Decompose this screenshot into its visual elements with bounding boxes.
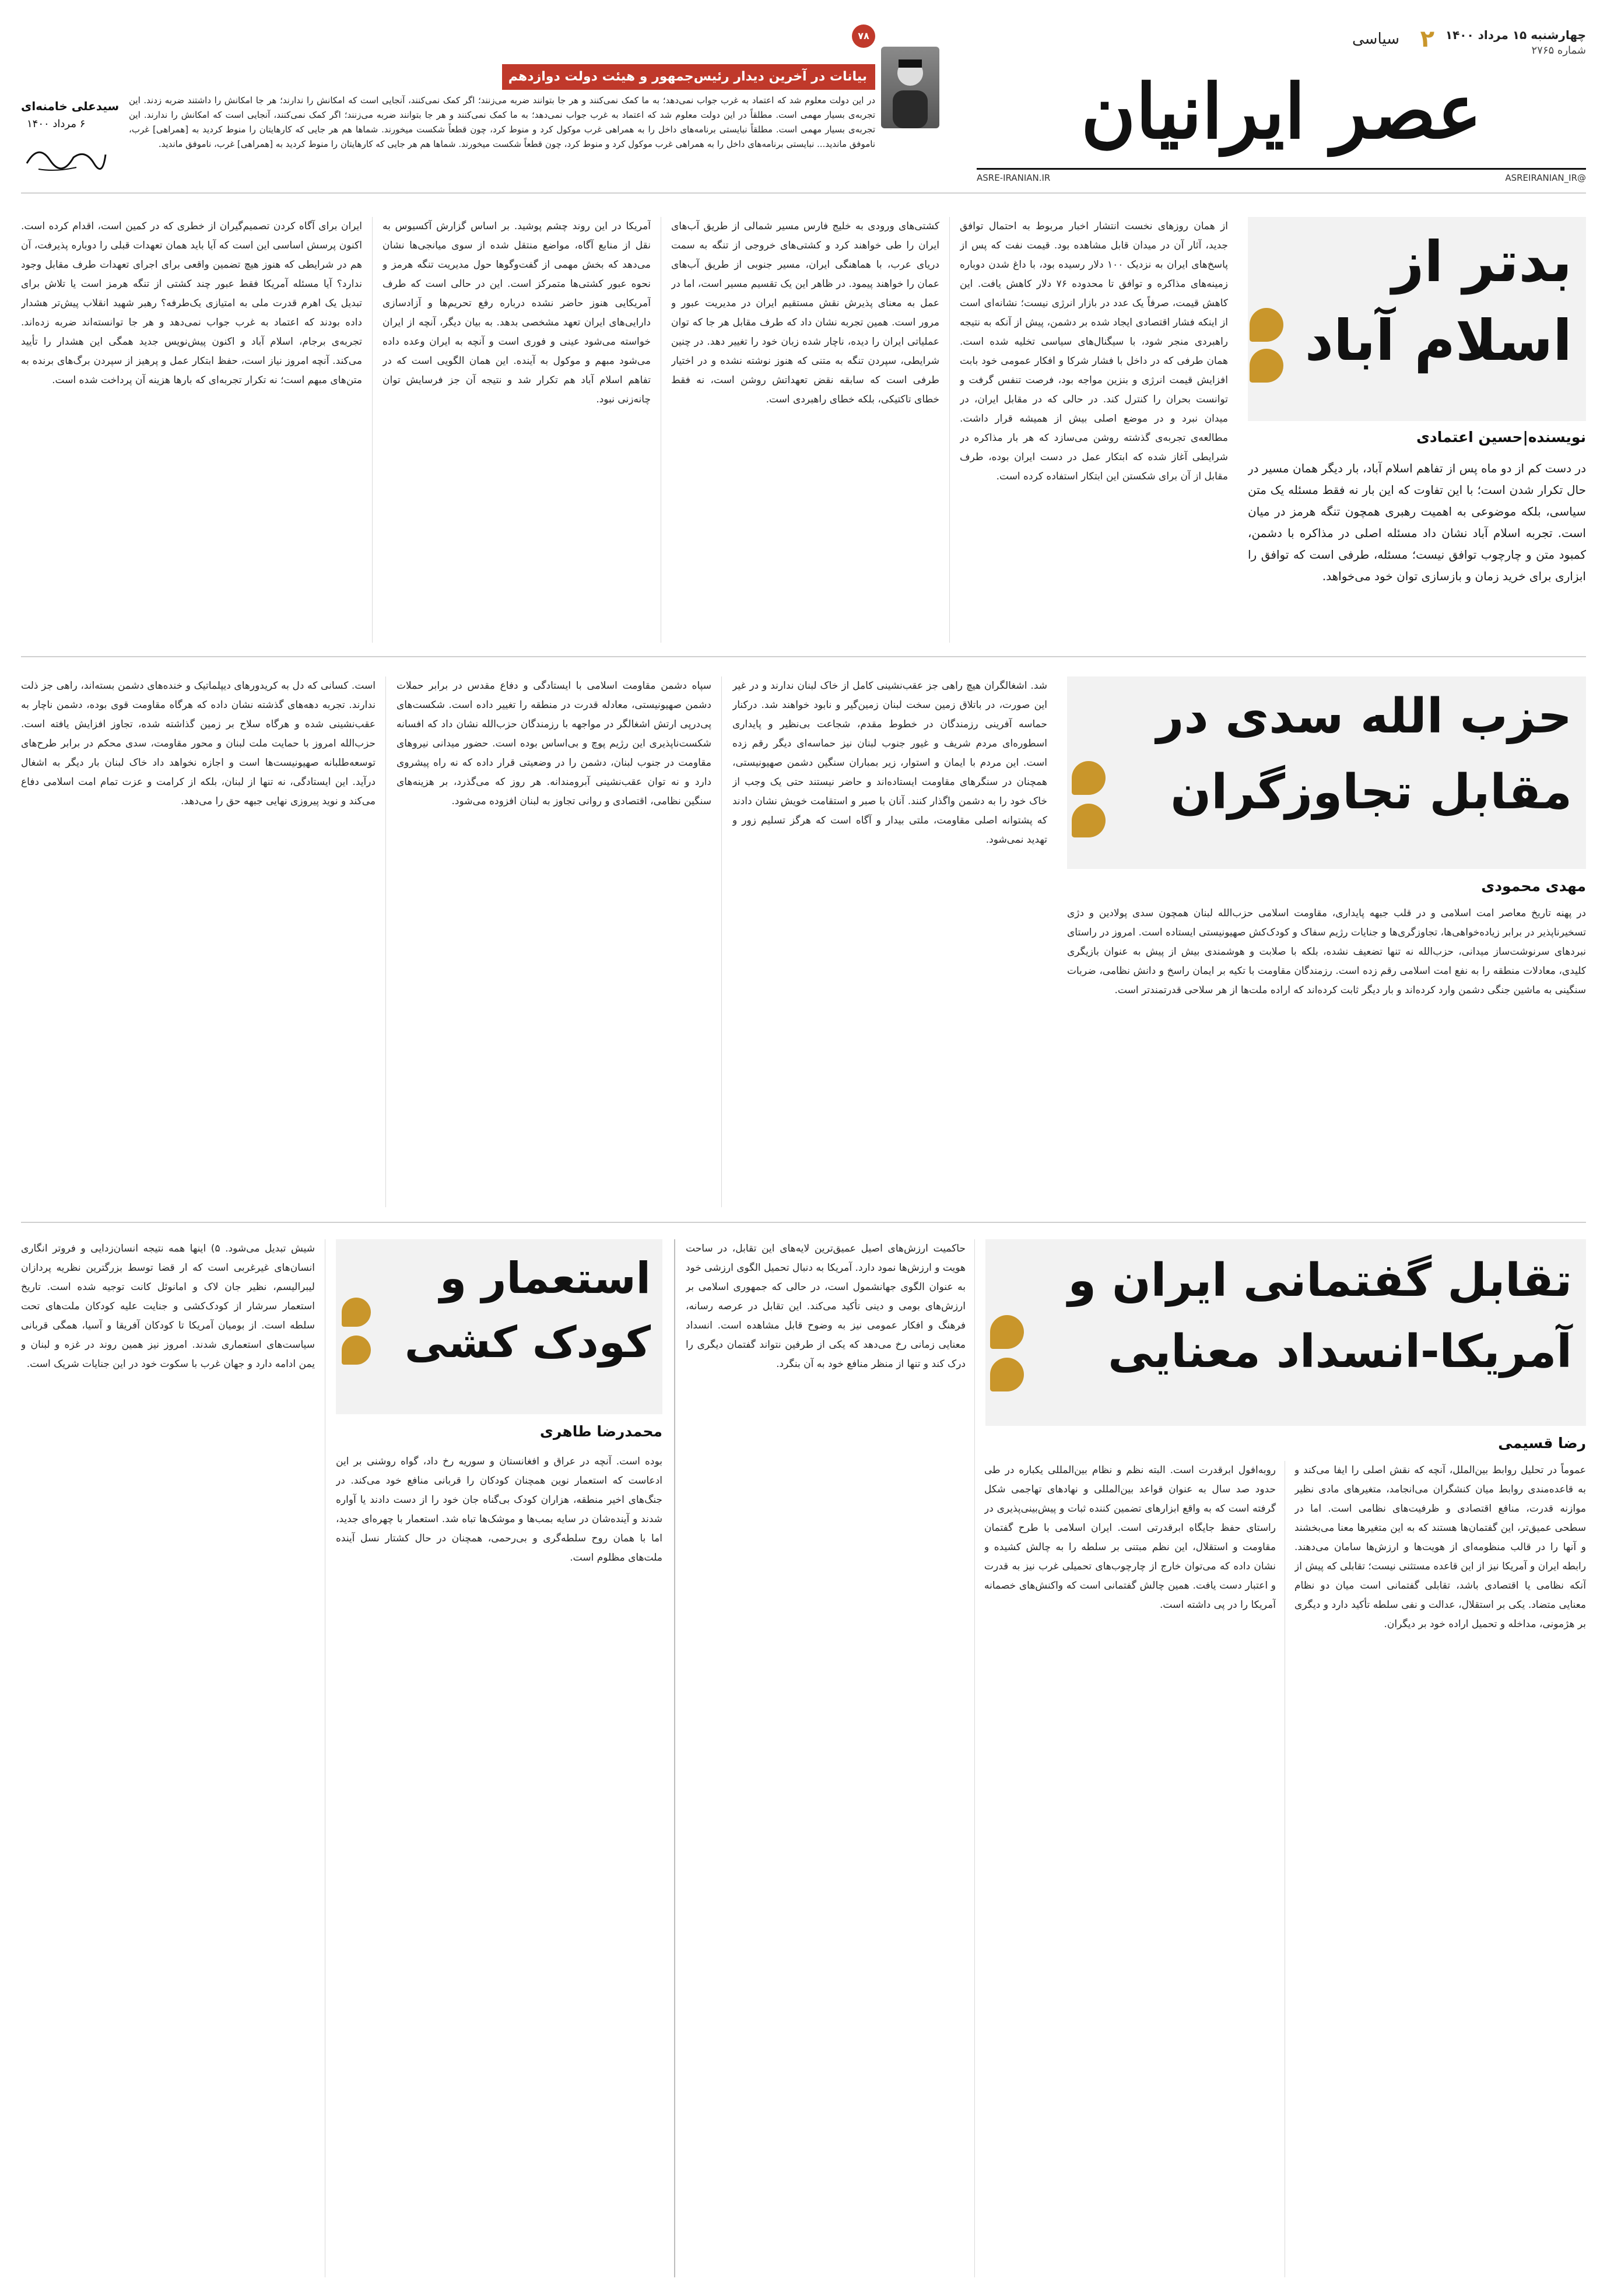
article3-author: رضا قسیمی xyxy=(1498,1435,1586,1452)
article2-title-line2: مقابل تجاوزگران xyxy=(1170,765,1572,820)
article2-column-3: است. کسانی که دل به کریدورهای دیپلماتیک و خنده‌های دشمن بسته‌اند، راهی جز ذلت ندارند. تجربه دهه‌های گذشته نشان داده که هرگاه مقاومت قوی بوده، دشمن ناچار به عقب‌نشینی شده و هرگاه سلاح بر زمین گذاشته شده، تجاوز افزایش یافته است. حزب‌الله امروز با حمایت ملت لبنان و محور مقاومت، سدی محکم در برابر طرح‌های توسعه‌طلبانه صهیونیست‌ها است و اجازه نخواهد داد خاک لبنان بار دیگر به اشغال درآید. این ایستادگی، نه تنها از لبنان، بلکه از کرامت و عزت تمام امت اسلامی دفاع می‌کند و نوید پیروزی نهایی جبهه حق را می‌دهد. xyxy=(21,680,376,807)
article3-column-2: روبه‌افول ابرقدرت است. البته نظم و نظام بین‌المللی یکباره در طی حدود صد سال به عنوان قواعد بین‌المللی و نهادهای تهاجمی شکل گرفته است که به واقع ابزارهای تضمین کننده ثبات و پیش‌بینی‌پذیری در راستای حفظ جایگاه ابرقدرتی است. ایران اسلامی با طرح گفتمان مقاومت و استقلال، این نظم مبتنی بر سلطه را به چالش کشیده و نشان داده که می‌توان خارج از چارچوب‌های تحمیلی غرب نیز به قدرت و اعتبار دست یافت. همین چالش گفتمانی است که واکنش‌های خصمانه آمریکا را در پی داشته است. xyxy=(984,1464,1276,1611)
quote-mark-icon xyxy=(1250,349,1283,383)
masthead-top-band xyxy=(977,17,1586,58)
article2-author: مهدی محمودی xyxy=(1481,878,1586,895)
quote-mark-icon xyxy=(1072,804,1106,837)
quote-mark-icon xyxy=(342,1298,371,1327)
logo-underline xyxy=(977,168,1586,170)
article2-title-line1: حزب الله سدی در xyxy=(1156,689,1572,744)
article2-column-2: سپاه دشمن مقاومت اسلامی با ایستادگی و دفاع مقدس در برابر حملات دشمن صهیونیستی، معادله قدرت در منطقه را تغییر داده است. شکست‌های پی‌درپی ارتش اشغالگر در مواجهه با رزمندگان حزب‌الله نشان داد که افسانه شکست‌ناپذیری این رژیم پوچ و بی‌اساس بوده است. حضور میدانی نیروهای مقاومت در جنوب لبنان، دشمن را در وضعیتی قرار داده که نه راه پیشروی دارد و نه توان عقب‌نشینی آبرومندانه. هر روز که می‌گذرد، بر هزینه‌های سنگین نظامی، اقتصادی و روانی تجاوز به لبنان افزوده می‌شود. xyxy=(397,680,711,807)
article4-title-line2: کودک کشی xyxy=(404,1317,651,1368)
article3-column-1: عموماً در تحلیل روابط بین‌الملل، آنچه که نقش اصلی را ایفا می‌کند و به قاعده‌مندی روابط میان کنشگران می‌انجامد، متغیرهای مادی نظیر موازنه قدرت، منافع اقتصادی و ظرفیت‌های نظامی است. اما در سطحی عمیق‌تر، این گفتمان‌ها هستند که به این متغیرها معنا می‌بخشند و آنها را در قالب منظومه‌ای از هویت‌ها و ارزش‌ها سامان می‌دهند. رابطه ایران و آمریکا نیز از این قاعده مستثنی نیست؛ تقابلی که پیش از آنکه نظامی یا اقتصادی باشد، تقابلی گفتمانی است میان دو نظام معنایی متضاد. یکی بر استقلال، عدالت و نفی سلطه تأکید دارد و دیگری بر هژمونی، مداخله و تحمیل اراده خود بر دیگران. xyxy=(1294,1464,1586,1630)
column-divider xyxy=(674,1239,675,2277)
quote-mark-icon xyxy=(990,1315,1024,1349)
article3-title-line2: آمریکا-انسداد معنایی xyxy=(1108,1326,1572,1378)
banner-body: در این دولت معلوم شد که اعتماد به غرب جواب نمی‌دهد؛ به ما کمک نمی‌کنند و هر جا بتوانند ضربه می‌زنند؛ اگر کمک نمی‌کنند، آنجایی است که امکانش را ندارند؛ هر جا امکانش را داشتند ضربه زدند. این تجربه‌ی بسیار مهمی است. مطلقاً در این دولت معلوم شد که اعتماد به غرب جواب نمی‌دهد؛ به ما کمک نمی‌کنند و هر جا بتوانند ضربه می‌زنند؛ اگر کمک نمی‌کنند، آنجایی است که امکانش را ندارند. این تجربه‌ی بسیار مهمی است. مطلقاً نبایستی برنامه‌های داخل را به همراهی غرب موکول کرد و منوط کرد، چون قطعاً شکست میخورند. شماها هم هر جایی که کارهایتان را منوط کردید به [همراهی] غرب، ناموفق ماندید... نبایستی برنامه‌های داخل را به همراهی غرب موکول کرد و منوط کرد، چون قطعاً شکست میخورند. شماها هم هر جایی که کارهایتان را منوط کردید به [همراهی] غرب، ناموفق ماندید. xyxy=(129,95,875,149)
column-divider xyxy=(974,1239,975,2277)
column-divider xyxy=(385,676,386,1207)
article2-lead: در پهنه تاریخ معاصر امت اسلامی و در قلب جبهه پایداری، مقاومت اسلامی حزب‌الله لبنان همچون سدی پولادین و دژی تسخیرناپذیر در برابر زیاده‌خواهی‌ها، تجاوزگری‌ها و جنایات رژیم سفاک و کودک‌کش صهیونیستی ایستاده است. امروز در راستای نبردهای سرنوشت‌ساز میدانی، حزب‌الله نه تنها تضعیف نشده، بلکه با صلابت و هوشمندی بیش از پیش به عنوان بازیگری کلیدی، معادلات منطقه را به نفع امت اسلامی رقم زده است. رزمندگان مقاومت با تکیه بر ایمان راسخ و دانش نظامی، ضربات سنگینی به ماشین جنگی دشمن وارد کرده‌اند و بار دیگر ثابت کرده‌اند که اراده ملت‌ها از هر سلاحی قدرتمندتر است. xyxy=(1067,907,1586,996)
article3-column-3: حاکمیت ارزش‌های اصیل عمیق‌ترین لایه‌های این تقابل، در ساحت هویت و ارزش‌ها نمود دارد. آمریکا به دنبال تحمیل الگوی ارزشی خود به عنوان الگوی جهانشمول است، در حالی که جمهوری اسلامی بر ارزش‌های بومی و دینی تأکید می‌کند. این تقابل در عرصه رسانه، فرهنگ و افکار عمومی نیز به وضوح قابل مشاهده است. انسداد معنایی زمانی رخ می‌دهد که یکی از طرفین نتواند گفتمان دیگری را درک کند و تنها از منظر منافع خود به آن بنگرد. xyxy=(686,1243,966,1370)
quote-mark-icon xyxy=(342,1335,371,1365)
page-number: ۲ xyxy=(1420,26,1434,52)
section-label: سیاسی xyxy=(1352,30,1399,48)
quote-mark-icon xyxy=(1072,761,1106,795)
article4-column-2: شیش تبدیل می‌شود. ۵) اینها همه نتیجه انسان‌زدایی و فروتر انگاری انسان‌های غیرغربی است که ار قضا توسط بزرگترین نظریه پردازان لیبرالیسم، نظیر جان لاک و امانوئل کانت توجیه شده است. تاریخ استعمار سرشار از کودک‌کشی و جنایت علیه کودکان ملت‌های تحت سلطه است. از بومیان آمریکا تا کودکان آفریقا و آسیا، همگی قربانی سیاست‌های استعماری شدند. امروز نیز همین روند در غزه و لبنان و یمن ادامه دارد و جهان غرب با سکوت خود در این جنایات شریک است. xyxy=(21,1243,315,1370)
banner-headline: بیانات در آخرین دیدار رئیس‌جمهور و هیئت دولت دوازدهم xyxy=(502,64,875,90)
quote-mark-icon xyxy=(1250,308,1283,342)
masthead-bottom-rule xyxy=(21,192,1586,194)
article2-column-1: شد. اشغالگران هیچ راهی جز عقب‌نشینی کامل از خاک لبنان ندارند و در غیر این صورت، در باتلاق زمین سخت لبنان زمین‌گیر و نابود خواهند شد. درکنار حماسه آفرینی رزمندگان در خطوط مقدم، شجاعت بی‌نظیر و پایداری اسطوره‌ای مردم شریف و غیور جنوب لبنان نیز حماسه‌ای دیگر رقم زده است. این مردم با ایمان و استوار، زیر بمباران سنگین دشمن صهیونیستی، همچنان در سنگرهای مقاومت ایستاده‌اند و حاضر نیستند حتی یک وجب از خاک خود را به دشمن واگذار کنند. آنان با صبر و استقامت خویش نشان دادند که پشتوانه اصلی مقاومت، ملتی بیدار و آگاه است که هرگز تسلیم زور و تهدید نمی‌شود. xyxy=(732,680,1047,846)
quote-mark-icon xyxy=(990,1358,1024,1391)
article1-title-line1: بدتر از xyxy=(1392,229,1572,295)
article1-column-4: ایران برای آگاه کردن تصمیم‌گیران از خطری که در کمین است، اقدام کرده است. اکنون پرسش اساسی این است که آیا باید همان تعهدات قبلی را دوباره پذیرفت، آن هم در شرایطی که هنوز هیچ تضمین واقعی برای اجرای تعهدات طرف مقابل وجود ندارد؟ آیا مسئله آمریکا فقط عبور چند کشتی از تنگه هرمز است یا تلاش برای تبدیل یک اهرم قدرت ملی به امتیازی یک‌طرفه؟ رهبر شهید انقلاب پیش‌تر هشدار داده بودند که اعتماد به غرب جواب نمی‌دهد و هر جا توانسته‌اند ضربه زده‌اند. تجربه‌ی برجام، اسلام آباد و اکنون پیش‌نویس جدید همگی این هشدار را تأیید می‌کند. آنچه امروز نیاز است، حفظ ابتکار عمل و پرهیز از سپردن برگ‌های برنده به متن‌های مبهم است؛ نه تکرار تجربه‌ای که بارها هزینه آن پرداخت شده است. xyxy=(21,220,362,386)
social-handle: @ASREIRANIAN_IR xyxy=(1505,173,1586,183)
portrait-icon xyxy=(881,47,939,128)
website: ASRE-IRANIAN.IR xyxy=(977,173,1051,183)
article4-column-1: بوده است. آنچه در عراق و افغانستان و سوریه رخ داد، گواه روشنی بر این ادعاست که استعمار نوین همچنان کودکان را قربانی منافع خود می‌کند. در جنگ‌های اخیر منطقه، هزاران کودک بی‌گناه جان خود را از دست دادند یا آواره شدند و آینده‌شان در سایه بمب‌ها و موشک‌ها تباه شد. استعمار با چهره‌ای جدید، اما با همان روح سلطه‌گری و بی‌رحمی، همچنان در حال کشتار نسل آینده ملت‌های مظلوم است. xyxy=(336,1456,662,1564)
section-divider xyxy=(21,1222,1586,1223)
article1-column-2: کشتی‌های ورودی به خلیج فارس مسیر شمالی از طریق آب‌های ایران را طی خواهند کرد و کشتی‌های خروجی از تنگه به سمت دریای عرب، با هماهنگی ایران، مسیر جنوبی از طریق آب‌های عمان را خواهند پیمود. در ظاهر این یک تقسیم مسیر است، اما در عمل به معنای پذیرش نقش مستقیم ایران در مدیریت عبور و مرور است. همین تجربه نشان داد که طرف مقابل هر جا که توان عملیاتی ایران را دیده، ناچار شده زبان خود را تغییر دهد. در چنین شرایطی، سپردن تنگه به متنی که هنوز نوشته نشده و در اختیار طرفی است که سابقه نقض تعهداتش روشن است، نه فقط خطای تاکتیکی، بلکه خطای راهبردی است. xyxy=(671,220,939,405)
article3-title-line1: تقابل گفتمانی ایران و xyxy=(1068,1254,1572,1307)
issue-line: شماره ۲۷۶۵ xyxy=(1531,44,1586,57)
handwritten-signature-icon xyxy=(21,137,108,178)
column-divider xyxy=(721,676,722,1207)
masthead xyxy=(977,17,1586,192)
column-divider xyxy=(949,217,950,643)
article4-author: محمدرضا طاهری xyxy=(539,1423,662,1440)
newspaper-logo xyxy=(977,59,1586,164)
article1-lead: در دست کم از دو ماه پس از تفاهم اسلام آباد، بار دیگر همان مسیر در حال تکرار شدن است؛ با این تفاوت که این بار نه فقط مسئله یک متن سیاسی، بلکه موضوعی به اهمیت رهبری همچون تنگه هرمز در میان است. تجربه اسلام آباد نشان داد مسئله اصلی در مذاکره با دشمن، کمبود متن و چارچوب توافق نیست؛ مسئله، طرفی است که توافق را ابزاری برای خرید زمان و بازسازی توان خود می‌خواهد. xyxy=(1248,461,1586,583)
logo-text: عصر ایرانیان xyxy=(1080,68,1482,156)
signature-name: سیدعلی خامنه‌ای xyxy=(21,99,120,113)
column-divider xyxy=(372,217,373,643)
section-divider xyxy=(21,656,1586,657)
banner-badge: ۷۸ xyxy=(852,24,875,48)
article1-title-line2: اسلام آباد xyxy=(1304,308,1572,373)
signature-date: ۶ مرداد ۱۴۰۰ xyxy=(27,118,86,130)
article4-title-line1: استعمار و xyxy=(440,1253,651,1303)
article1-author: نویسنده|حسین اعتمادی xyxy=(1416,429,1586,446)
date-line: چهارشنبه ۱۵ مرداد ۱۴۰۰ xyxy=(1445,28,1586,42)
top-banner xyxy=(21,17,939,187)
leader-photo xyxy=(881,47,939,128)
article1-column-1: از همان روزهای نخست انتشار اخبار مربوط به احتمال توافق جدید، آثار آن در میدان قابل مشاهده بود. قیمت نفت که پس از پاسخ‌های ایران به نزدیک ۱۰۰ دلار رسیده بود، با داغ شدن دوباره زمینه‌های مذاکره و توافق تا محدوده ۷۶ دلار کاهش یافت. این کاهش قیمت، صرفاً یک عدد در بازار انرژی نیست؛ نشانه‌ای است از اینکه فشار اقتصادی ایجاد شده بر دشمن، پیش از آنکه به نتیجه راهبردی منجر شود، با سیگنال‌های سیاسی تخلیه شده است. همان طرفی که در داخل با فشار شرکا و افکار عمومی خود بابت افزایش قیمت انرژی و بنزین مواجه بود، فرصت تنفس گرفت و توانست بحران را کنترل کند. در حالی که در مقابل ایران، در میدان نبرد و در موضع اصلی بیش از همیشه قرار داشت. مطالعه‌ی تجربه‌ی گذشته روشن می‌سازد که هر بار مذاکره در شرایطی آغاز شده که ابتکار عمل در دست ایران بوده، طرف مقابل از آن برای شکستن این ابتکار استفاده کرده است. xyxy=(960,220,1228,482)
article1-column-3: آمریکا در این روند چشم پوشید. بر اساس گزارش آکسیوس به نقل از منابع آگاه، مواضع منتقل شده از سوی میانجی‌ها نشان می‌دهد که بخش مهمی از گفت‌وگوها حول مدیریت تنگه هرمز و نحوه عبور کشتی‌ها متمرکز است. این در حالی است که طرف آمریکایی هنوز حاضر نشده درباره رفع تحریم‌ها و آزادسازی دارایی‌های ایران تعهد مشخصی بدهد. به بیان دیگر، آنچه از ایران خواسته می‌شود عینی و فوری است و آنچه به ایران وعده داده می‌شود مبهم و موکول به آینده. این همان الگویی است که در تفاهم اسلام آباد هم تکرار شد و نتیجه آن جز فرسایش توان چانه‌زنی نبود. xyxy=(383,220,651,405)
